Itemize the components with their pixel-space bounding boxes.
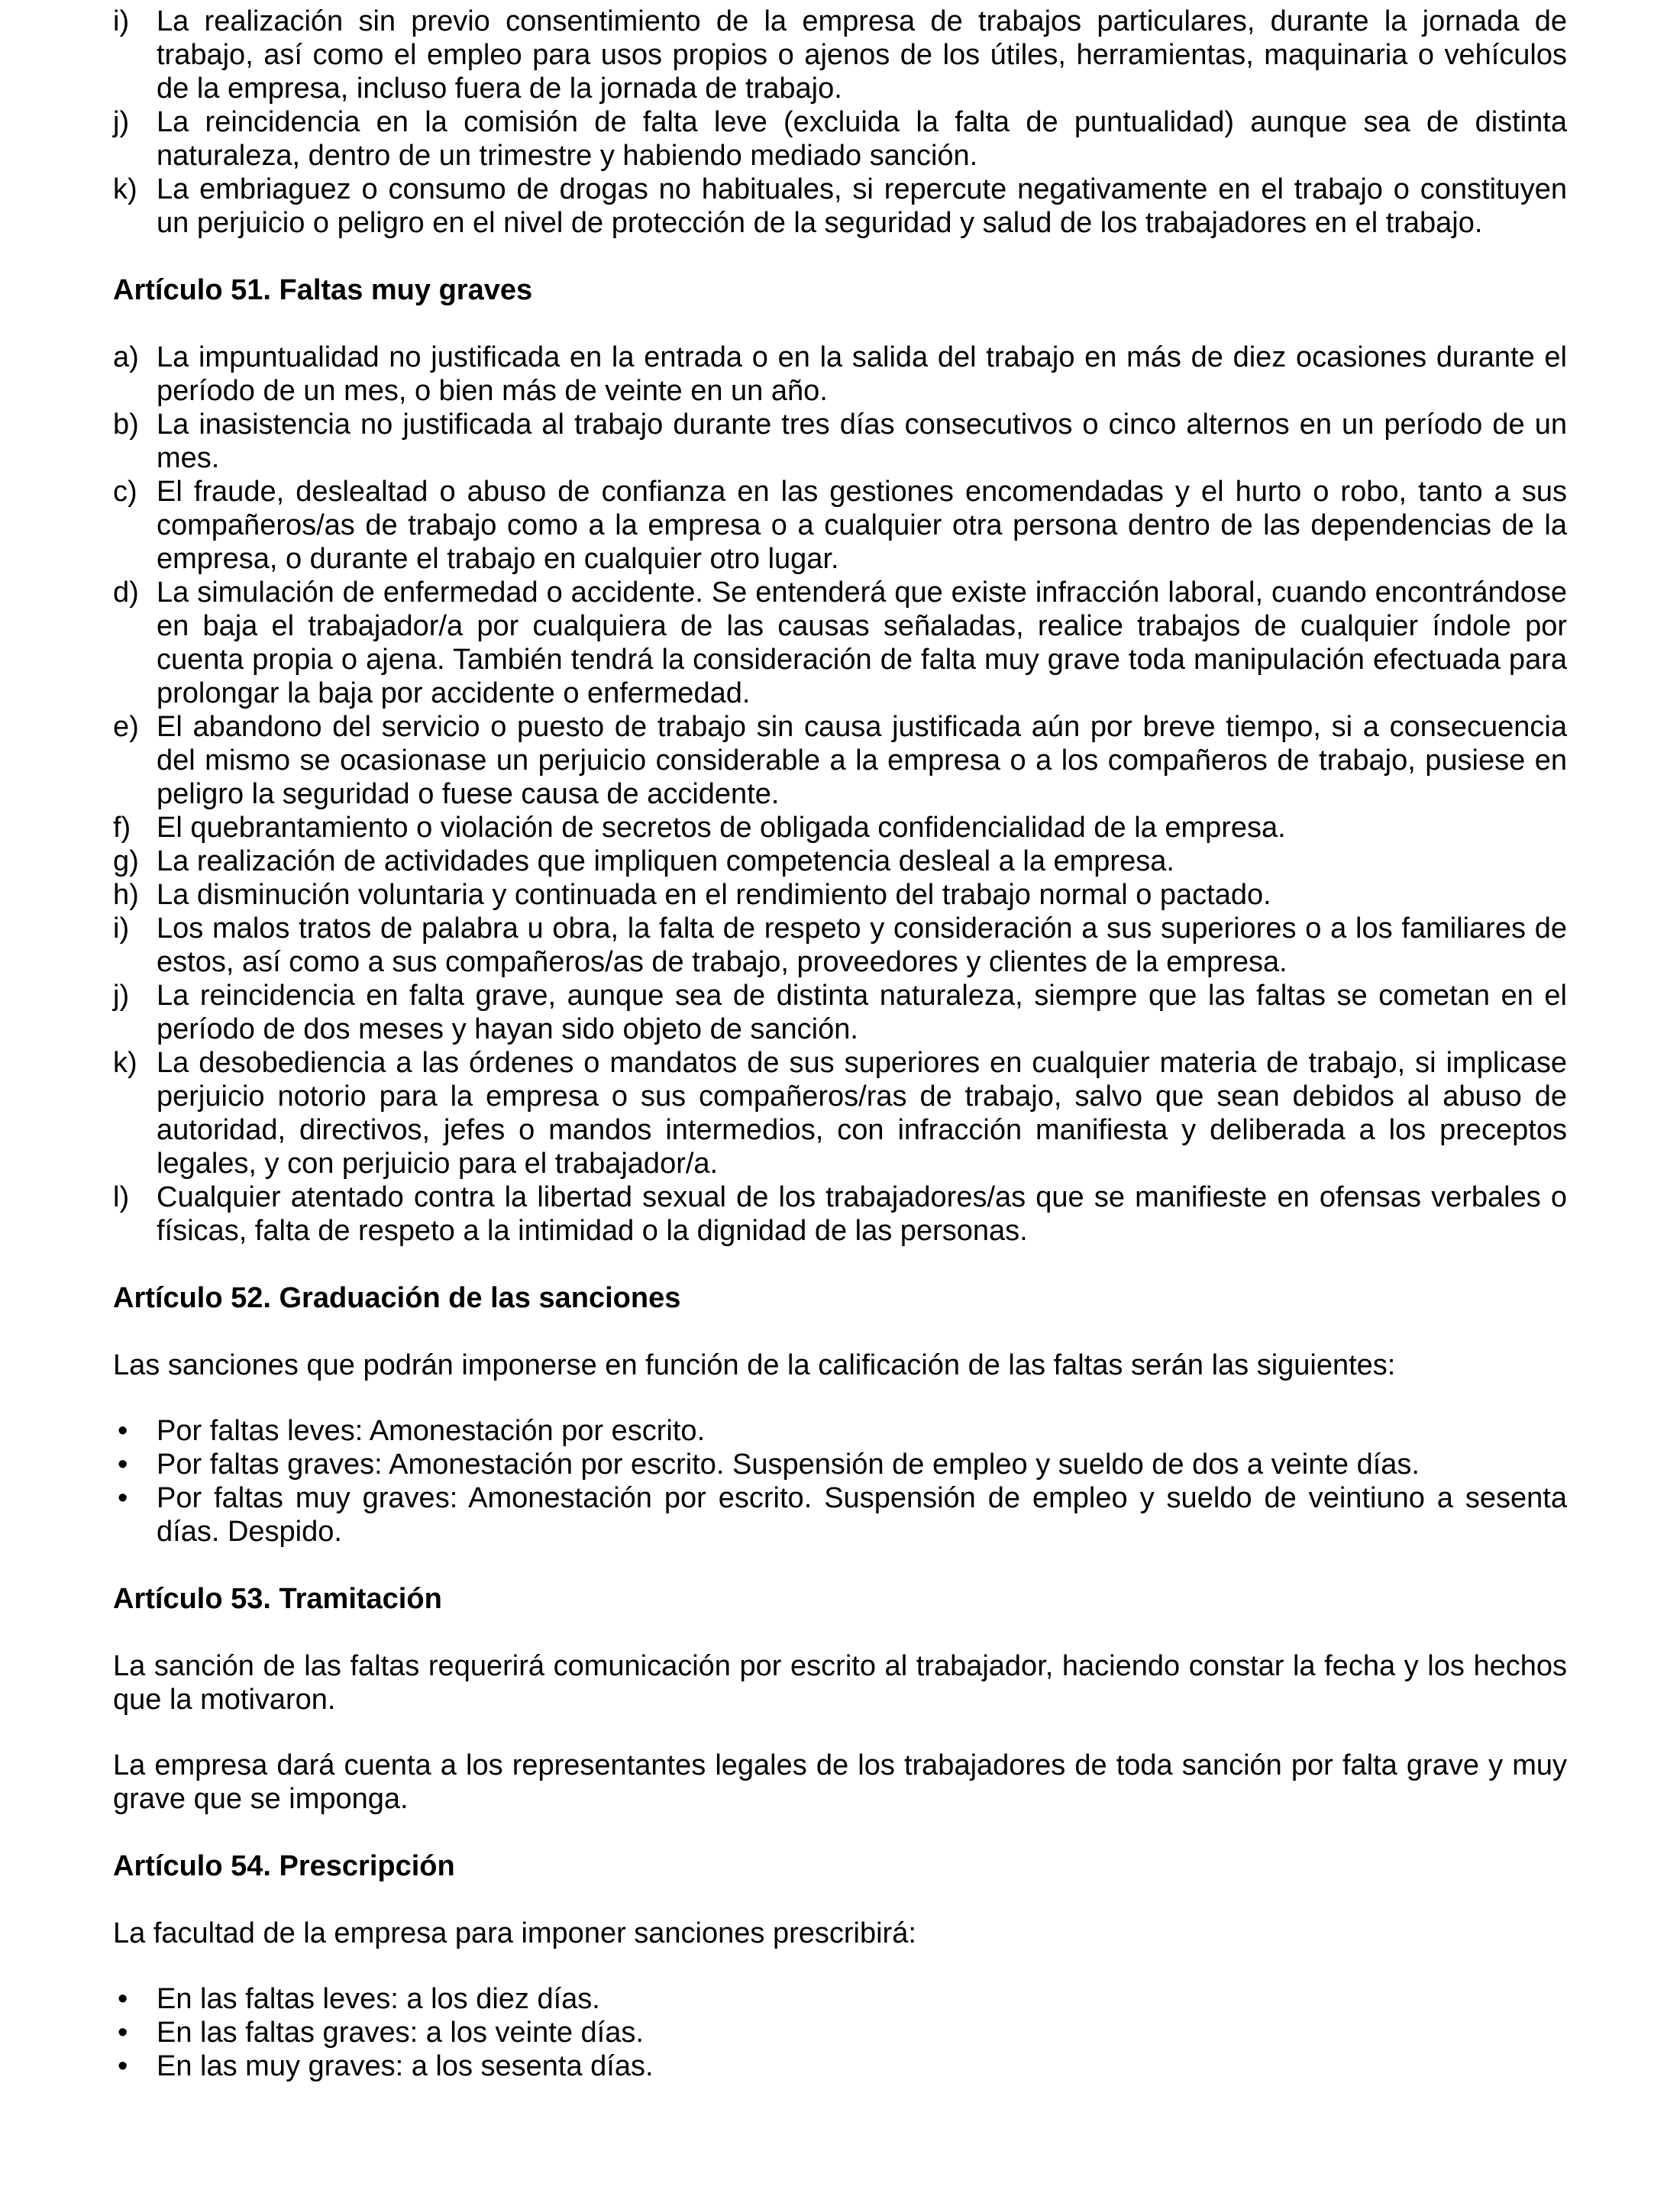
list-item-text: En las muy graves: a los sesenta días. <box>157 2050 654 2082</box>
list-item <box>113 710 1567 811</box>
list-item-label: k) <box>113 1047 137 1079</box>
list-item-label: g) <box>113 845 139 877</box>
list-item-text: La realización sin previo consentimiento de la empresa de trabajos particulares, durante la jornada de trabajo, así como el empleo para usos propios o ajenos de los útiles, herramientas, maquinaria o vehículos de la empresa, incluso fuera de la jornada de trabajo. <box>157 5 1567 105</box>
list-item-label: l) <box>113 1181 130 1213</box>
list-item-text: La reincidencia en la comisión de falta leve (excluida la falta de puntualidad) aunque sea de distinta naturaleza, dentro de un trimestre y habiendo mediado sanción. <box>157 106 1567 172</box>
list-item <box>113 2016 1567 2049</box>
list-item <box>113 576 1567 710</box>
list-item-label: i) <box>113 5 130 37</box>
list-item <box>113 912 1567 979</box>
list-item <box>113 979 1567 1046</box>
list-item-text: Cualquier atentado contra la libertad sexual de los trabajadores/as que se manifieste en ofensas verbales o físicas, falta de respeto a la intimidad o la dignidad de las personas. <box>157 1181 1567 1247</box>
list-item-text: Por faltas muy graves: Amonestación por escrito. Suspensión de empleo y sueldo de veintiuno a sesenta días. Despido. <box>157 1482 1567 1548</box>
article-52-intro: Las sanciones que podrán imponerse en función de la calificación de las faltas serán las siguientes: <box>113 1349 1396 1381</box>
list-item-label: k) <box>113 173 137 205</box>
list-item-text: La disminución voluntaria y continuada en el rendimiento del trabajo normal o pactado. <box>157 879 1271 911</box>
article-53-title: Artículo 53. Tramitación <box>113 1583 442 1615</box>
list-item-text: La impuntualidad no justificada en la entrada o en la salida del trabajo en más de diez ocasiones durante el período de un mes, o bien más de veinte en un año. <box>157 341 1567 407</box>
list-item-label: i) <box>113 912 130 945</box>
list-item <box>113 878 1567 912</box>
list-item <box>113 475 1567 576</box>
list-item <box>113 5 1567 105</box>
list-item-text: El quebrantamiento o violación de secretos de obligada confidencialidad de la empresa. <box>157 812 1286 844</box>
faltas-graves-list-continued <box>113 5 1567 240</box>
list-item-label: f) <box>113 812 131 844</box>
list-item-text: El abandono del servicio o puesto de trabajo sin causa justificada aún por breve tiempo, si a consecuencia del mismo se ocasionase un perjuicio considerable a la empresa o a los compañeros de trabajo, pusiese en peligro la seguridad o fuese causa de accidente. <box>157 711 1567 810</box>
list-item-text: Por faltas leves: Amonestación por escrito. <box>157 1415 706 1447</box>
list-item <box>113 845 1567 878</box>
list-item <box>113 341 1567 408</box>
list-item <box>113 408 1567 475</box>
list-item-text: La embriaguez o consumo de drogas no habituales, si repercute negativamente en el trabajo o constituyen un perjuicio o peligro en el nivel de protección de la seguridad y salud de los trabajadores en el trabajo. <box>157 173 1567 239</box>
list-item-text: La realización de actividades que impliquen competencia desleal a la empresa. <box>157 845 1174 877</box>
list-item <box>113 1481 1567 1549</box>
list-item-label: e) <box>113 711 139 743</box>
article-53-paragraph-1: La sanción de las faltas requerirá comunicación por escrito al trabajador, haciendo constar la fecha y los hechos que la motivaron. <box>113 1650 1567 1716</box>
list-item <box>113 1180 1567 1248</box>
list-item <box>113 1982 1567 2016</box>
list-item <box>113 1046 1567 1180</box>
list-item <box>113 105 1567 173</box>
list-item-label: h) <box>113 879 139 911</box>
list-item-text: El fraude, deslealtad o abuso de confianza en las gestiones encomendadas y el hurto o robo, tanto a sus compañeros/as de trabajo como a la empresa o a cualquier otra persona dentro de las dependencias de la empresa, o durante el trabajo en cualquier otro lugar. <box>157 476 1567 575</box>
prescripcion-bullet-list <box>113 1982 1567 2083</box>
article-53-paragraph-2: La empresa dará cuenta a los representantes legales de los trabajadores de toda sanción por falta grave y muy grave que se imponga. <box>113 1749 1567 1815</box>
list-item-text: En las faltas graves: a los veinte días. <box>157 2017 644 2049</box>
article-52-title: Artículo 52. Graduación de las sanciones <box>113 1282 681 1314</box>
faltas-muy-graves-list <box>113 341 1567 1248</box>
list-item-text: Los malos tratos de palabra u obra, la falta de respeto y consideración a sus superiores o a los familiares de estos, así como a sus compañeros/as de trabajo, proveedores y clientes de la empresa. <box>157 912 1567 978</box>
list-item-text: La inasistencia no justificada al trabajo durante tres días consecutivos o cinco alternos en un período de un mes. <box>157 409 1567 474</box>
article-54-title: Artículo 54. Prescripción <box>113 1850 455 1882</box>
bullet-icon: • <box>118 1983 128 2015</box>
bullet-icon: • <box>118 1415 128 1447</box>
list-item-text: En las faltas leves: a los diez días. <box>157 1983 600 2015</box>
bullet-icon: • <box>118 1482 128 1514</box>
list-item-text: La simulación de enfermedad o accidente. Se entenderá que existe infracción laboral, cuando encontrándose en baja el trabajador/a por cualquiera de las causas señaladas, realice trabajos de cualquier índole por cuenta propia o ajena. También tendrá la consideración de falta muy grave toda manipulación efectuada para prolongar la baja por accidente o enfermedad. <box>157 577 1567 709</box>
list-item <box>113 1414 1567 1448</box>
bullet-icon: • <box>118 1449 128 1481</box>
article-51-title: Artículo 51. Faltas muy graves <box>113 274 533 306</box>
list-item-label: b) <box>113 409 139 441</box>
bullet-icon: • <box>118 2017 128 2049</box>
list-item <box>113 173 1567 240</box>
list-item <box>113 811 1567 845</box>
list-item-text: Por faltas graves: Amonestación por escrito. Suspensión de empleo y sueldo de dos a veinte días. <box>157 1449 1420 1481</box>
list-item-label: a) <box>113 341 139 373</box>
list-item-label: d) <box>113 577 139 609</box>
sanciones-bullet-list <box>113 1414 1567 1549</box>
list-item-label: j) <box>113 980 130 1012</box>
list-item-label: c) <box>113 476 137 508</box>
article-54-intro: La facultad de la empresa para imponer sanciones prescribirá: <box>113 1917 916 1949</box>
list-item-text: La desobediencia a las órdenes o mandatos de sus superiores en cualquier materia de trabajo, si implicase perjuicio notorio para la empresa o sus compañeros/ras de trabajo, salvo que sean debidos al abuso de autoridad, directivos, jefes o mandos intermedios, con infracción manifiesta y deliberada a los preceptos legales, y con perjuicio para el trabajador/a. <box>157 1047 1567 1180</box>
list-item-text: La reincidencia en falta grave, aunque sea de distinta naturaleza, siempre que las faltas se cometan en el período de dos meses y hayan sido objeto de sanción. <box>157 980 1567 1045</box>
list-item <box>113 1448 1567 1481</box>
list-item <box>113 2049 1567 2083</box>
list-item-label: j) <box>113 106 130 138</box>
bullet-icon: • <box>118 2050 128 2082</box>
